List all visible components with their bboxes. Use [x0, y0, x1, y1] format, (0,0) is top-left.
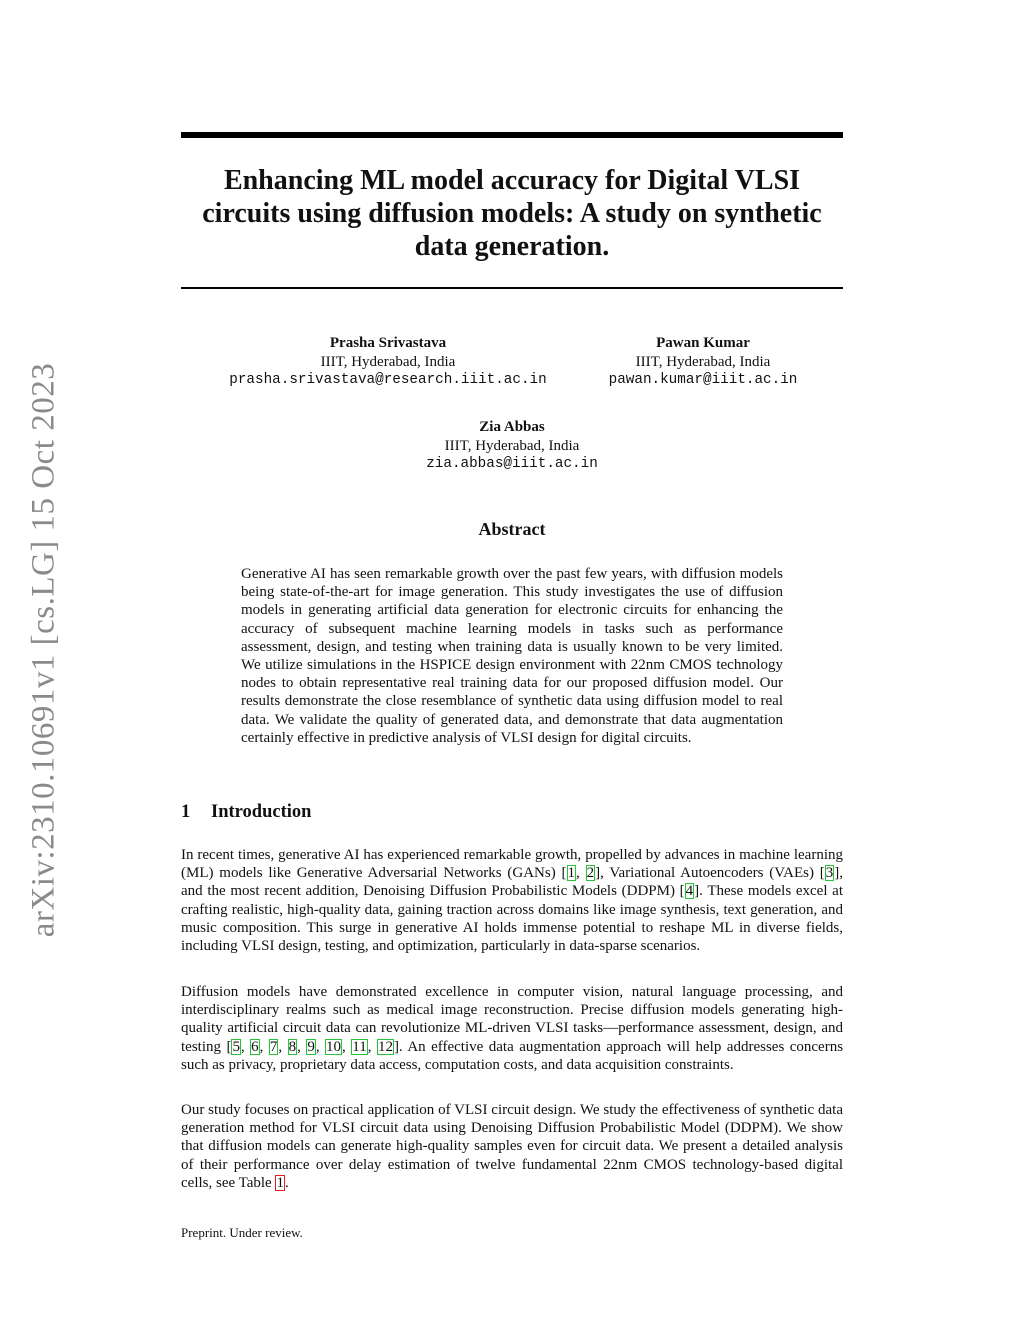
section-number: 1: [181, 802, 191, 822]
author-block: [387, 418, 637, 474]
paragraph-text: ,: [576, 865, 586, 882]
citation-link[interactable]: 9: [307, 1038, 315, 1055]
intro-paragraph-2: Diffusion models have demonstrated excellence in computer vision, natural language processing, and interdisciplinary realms such as medical image reconstruction. Precise diffusion models generating high-quality artificial circuit data can revolutionize ML-driven VLSI tasks—performance assessment, design, and testing [5, 6, 7, 8, 9, 10, 11, 12]. An effective data augmentation approach will help addresses concerns such as privacy, proprietary data access, computation costs, and data acquisition constraints.: [181, 984, 844, 1073]
section-title: Introduction: [211, 802, 312, 822]
citation-link[interactable]: 11: [352, 1038, 367, 1055]
paragraph-text: In recent times, generative AI has experienced remarkable growth, propelled by advances in machine learning (ML) models like Generative Adversarial Networks (GANs) [: [181, 847, 843, 882]
title-bottom-rule: [181, 287, 843, 289]
citation-link[interactable]: 12: [377, 1038, 393, 1055]
author-name: Pawan Kumar: [656, 335, 750, 351]
paragraph-text: ]. An effective data augmentation approach will help addresses concerns such as privacy, proprietary data access, computation costs, and data acquisition constraints.: [181, 1038, 844, 1073]
abstract-heading: Abstract: [478, 519, 546, 539]
author-block: [590, 334, 816, 390]
paragraph-text: Our study focuses on practical application of VLSI circuit design. We study the effectiveness of synthetic data generation method for VLSI circuit data using Denoising Diffusion Probabilistic Model (DDPM). We show that diffusion models can generate high-quality samples even for circuit data. We present a detailed analysis of their performance over delay estimation of twelve fundamental 22nm CMOS technology-based digital cells, see Table: [181, 1102, 843, 1191]
citation-link[interactable]: 8: [288, 1038, 297, 1055]
author-block: [210, 334, 566, 390]
section-heading: [181, 802, 311, 823]
author-email[interactable]: pawan.kumar@iiit.ac.in: [608, 372, 798, 388]
paragraph-text: ], and the most recent addition, Denoising Diffusion Probabilistic Models (DDPM) [: [181, 865, 844, 900]
author-affiliation: IIIT, Hyderabad, India: [635, 353, 771, 370]
author-affiliation: IIIT, Hyderabad, India: [444, 437, 580, 454]
arxiv-side-stamp: [22, 360, 66, 940]
title-top-rule: [181, 132, 843, 138]
footer-note: Preprint. Under review.: [181, 1225, 303, 1240]
paragraph-text: ]. These models excel at crafting realistic, high-quality data, gaining traction across domains like image synthesis, text generation, and music composition. This surge in generative AI holds immense potential to reshape ML in diverse fields, including VLSI design, testing, and optimization, particularly in data-sparse scenarios.: [181, 883, 844, 955]
abstract-text: Generative AI has seen remarkable growth over the past few years, with diffusion models being state-of-the-art for image generation. This study investigates the use of diffusion models in generating artificial data generation for electronic circuits for enhancing the accuracy of subsequent machine learning models in tasks such as performance assessment, design, and testing when training data is usually known to be very limited. We utilize simulations in the HSPICE design environment with 22nm CMOS technology nodes to obtain representative real training data for our proposed diffusion model. Our results demonstrate the close resemblance of synthetic data using diffusion model to real data. We validate the quality of generated data, and demonstrate that data augmentation certainly effective in predictive analysis of VLSI design for digital circuits.: [241, 566, 783, 746]
table-reference-link[interactable]: 1: [276, 1174, 284, 1191]
citation-link[interactable]: 5: [232, 1038, 240, 1055]
paragraph-text: .: [284, 1174, 289, 1191]
arxiv-stamp-text: arXiv:2310.10691v1 [cs.LG] 15 Oct 2023: [25, 362, 62, 938]
citation-link[interactable]: 3: [825, 865, 834, 882]
citation-link[interactable]: 10: [326, 1038, 342, 1055]
citation-link[interactable]: 4: [685, 883, 694, 900]
paper-title: Enhancing ML model accuracy for Digital VLSI circuits using diffusion models: A study on synthetic data generation.: [202, 165, 822, 262]
citation-link[interactable]: 2: [586, 865, 595, 882]
intro-paragraph-3: [181, 1101, 843, 1192]
author-email[interactable]: zia.abbas@iiit.ac.in: [426, 456, 598, 472]
author-name: Prasha Srivastava: [329, 335, 447, 351]
author-affiliation: IIIT, Hyderabad, India: [320, 353, 456, 370]
citation-link[interactable]: 1: [567, 865, 576, 882]
author-name: Zia Abbas: [479, 419, 545, 435]
paragraph-text: Diffusion models have demonstrated excellence in computer vision, natural language processing, and interdisciplinary realms such as medical image reconstruction. Precise diffusion models generating high-quality artificial circuit data can revolutionize ML-driven VLSI tasks—performance assessment, design, and testing [: [181, 984, 843, 1055]
intro-paragraph-1: [181, 846, 843, 955]
citation-link[interactable]: 6: [251, 1038, 259, 1055]
paragraph-text: ], Variational Autoencoders (VAEs) [: [595, 865, 825, 882]
citation-link[interactable]: 7: [269, 1038, 278, 1055]
author-email[interactable]: prasha.srivastava@research.iiit.ac.in: [229, 372, 547, 388]
